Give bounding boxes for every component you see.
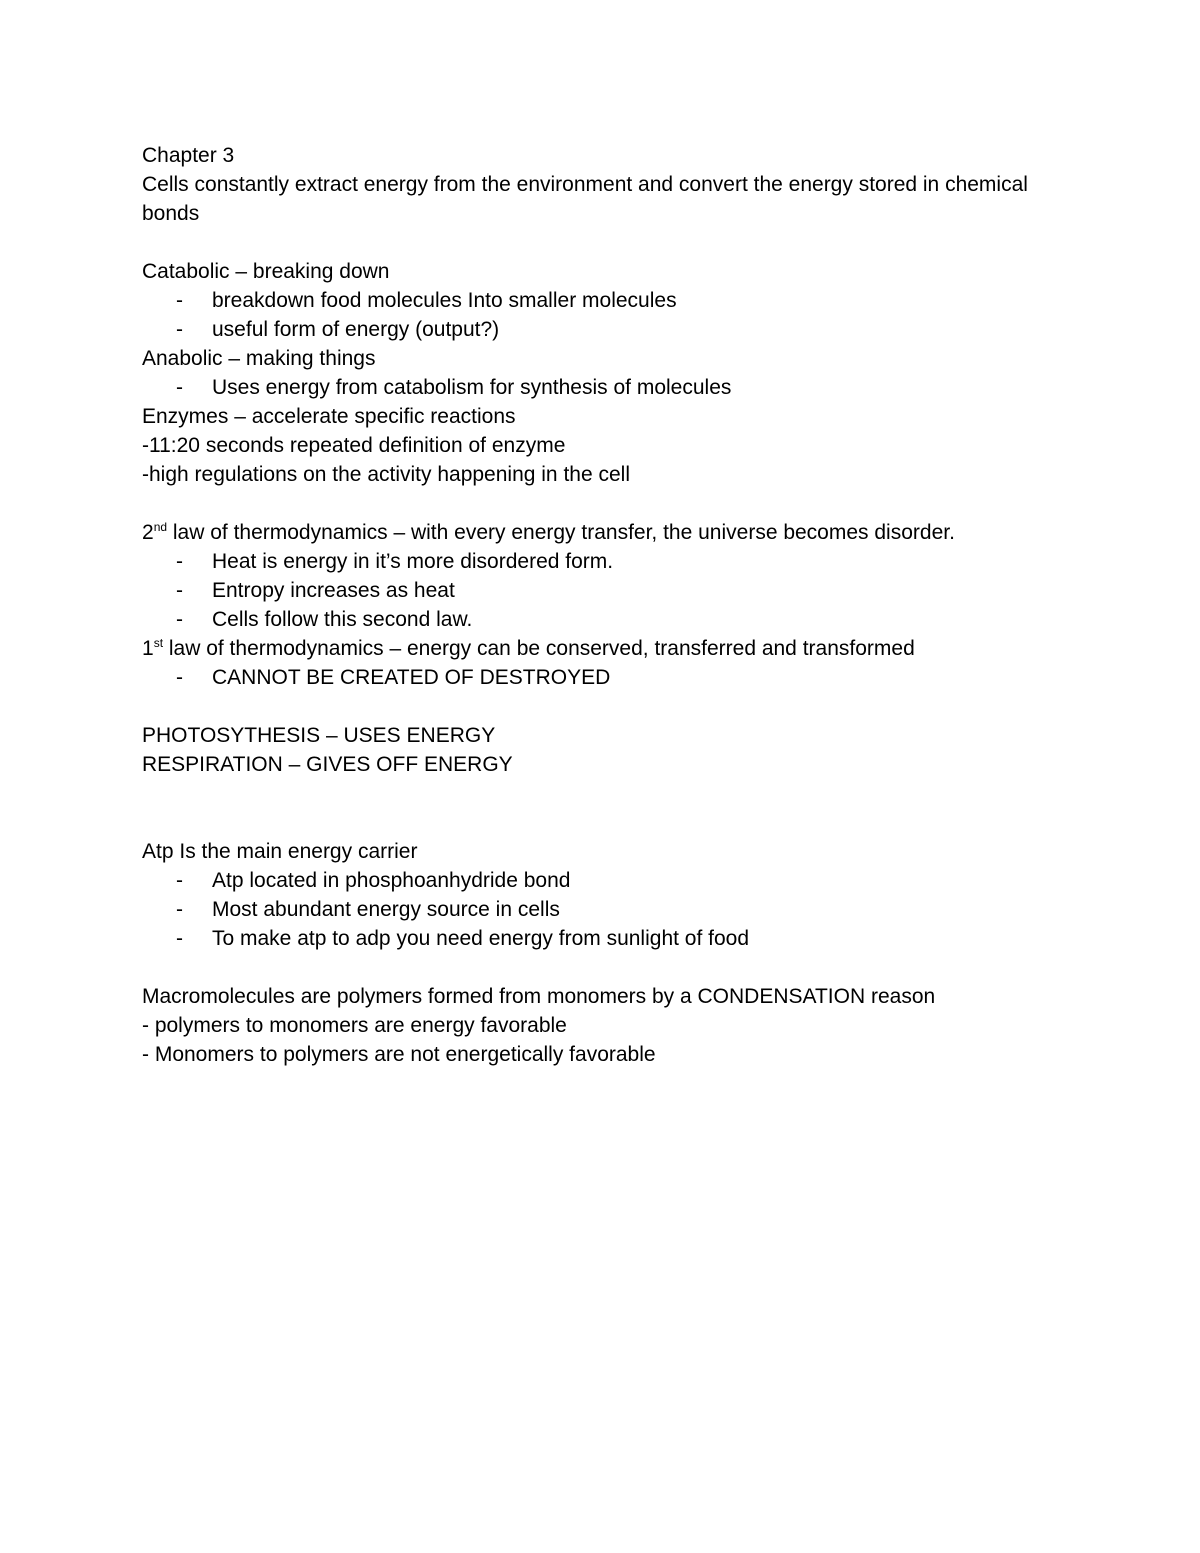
catabolic-heading: Catabolic – breaking down (142, 260, 390, 283)
bullet-dash: - (176, 898, 183, 921)
intro-paragraph: Cells constantly extract energy from the environment and convert the energy stored in chemical bonds (142, 173, 1028, 225)
bullet-dash: - (176, 376, 183, 399)
bullet-dash: - (176, 550, 183, 573)
bullet-dash: - (176, 579, 183, 602)
ordinal-suffix: st (153, 636, 164, 650)
law-text: law of thermodynamics – energy can be conserved, transferred and transformed (163, 637, 915, 660)
atp-bullet (142, 924, 1042, 953)
catabolic-bullet (142, 286, 1042, 315)
second-law-heading (142, 518, 1042, 547)
bullet-dash: - (176, 666, 183, 689)
bullet-text: Heat is energy in it’s more disordered form. (212, 550, 614, 573)
macromolecules-note: - polymers to monomers are energy favorable (142, 1014, 567, 1037)
bullet-dash: - (176, 289, 183, 312)
spacer (142, 228, 1042, 257)
atp-bullet (142, 866, 1042, 895)
spacer (142, 779, 1042, 808)
spacer (142, 953, 1042, 982)
respiration-line: RESPIRATION – GIVES OFF ENERGY (142, 753, 513, 776)
macromolecules-note: - Monomers to polymers are not energetically favorable (142, 1043, 656, 1066)
second-law-bullet (142, 605, 1042, 634)
law-number: 2 (142, 521, 154, 544)
enzymes-heading: Enzymes – accelerate specific reactions (142, 405, 516, 428)
second-law-bullet (142, 576, 1042, 605)
bullet-text: Cells follow this second law. (212, 608, 473, 631)
anabolic-bullet (142, 373, 1042, 402)
bullet-text: Atp located in phosphoanhydride bond (212, 869, 571, 892)
ordinal-suffix: nd (153, 520, 168, 534)
macromolecules-heading: Macromolecules are polymers formed from monomers by a CONDENSATION reason (142, 985, 936, 1008)
law-text: law of thermodynamics – with every energy transfer, the universe becomes disorder. (167, 521, 955, 544)
bullet-text: Uses energy from catabolism for synthesis of molecules (212, 376, 732, 399)
spacer (142, 692, 1042, 721)
atp-heading: Atp Is the main energy carrier (142, 840, 418, 863)
bullet-text: useful form of energy (output?) (212, 318, 500, 341)
second-law-bullet (142, 547, 1042, 576)
enzymes-note: -11:20 seconds repeated definition of enzyme (142, 434, 566, 457)
chapter-title: Chapter 3 (142, 144, 235, 167)
bullet-text: Entropy increases as heat (212, 579, 455, 602)
bullet-text: CANNOT BE CREATED OF DESTROYED (212, 666, 611, 689)
photosynthesis-line: PHOTOSYTHESIS – USES ENERGY (142, 724, 496, 747)
anabolic-heading: Anabolic – making things (142, 347, 376, 370)
bullet-dash: - (176, 608, 183, 631)
atp-bullet (142, 895, 1042, 924)
bullet-dash: - (176, 869, 183, 892)
bullet-dash: - (176, 927, 183, 950)
catabolic-bullet (142, 315, 1042, 344)
bullet-text: Most abundant energy source in cells (212, 898, 560, 921)
law-number: 1 (142, 637, 154, 660)
bullet-dash: - (176, 318, 183, 341)
document-body (142, 141, 1042, 1069)
bullet-text: To make atp to adp you need energy from sunlight of food (212, 927, 750, 950)
spacer (142, 808, 1042, 837)
spacer (142, 489, 1042, 518)
first-law-bullet (142, 663, 1042, 692)
bullet-text: breakdown food molecules Into smaller molecules (212, 289, 677, 312)
first-law-heading (142, 634, 1042, 663)
enzymes-note: -high regulations on the activity happening in the cell (142, 463, 630, 486)
